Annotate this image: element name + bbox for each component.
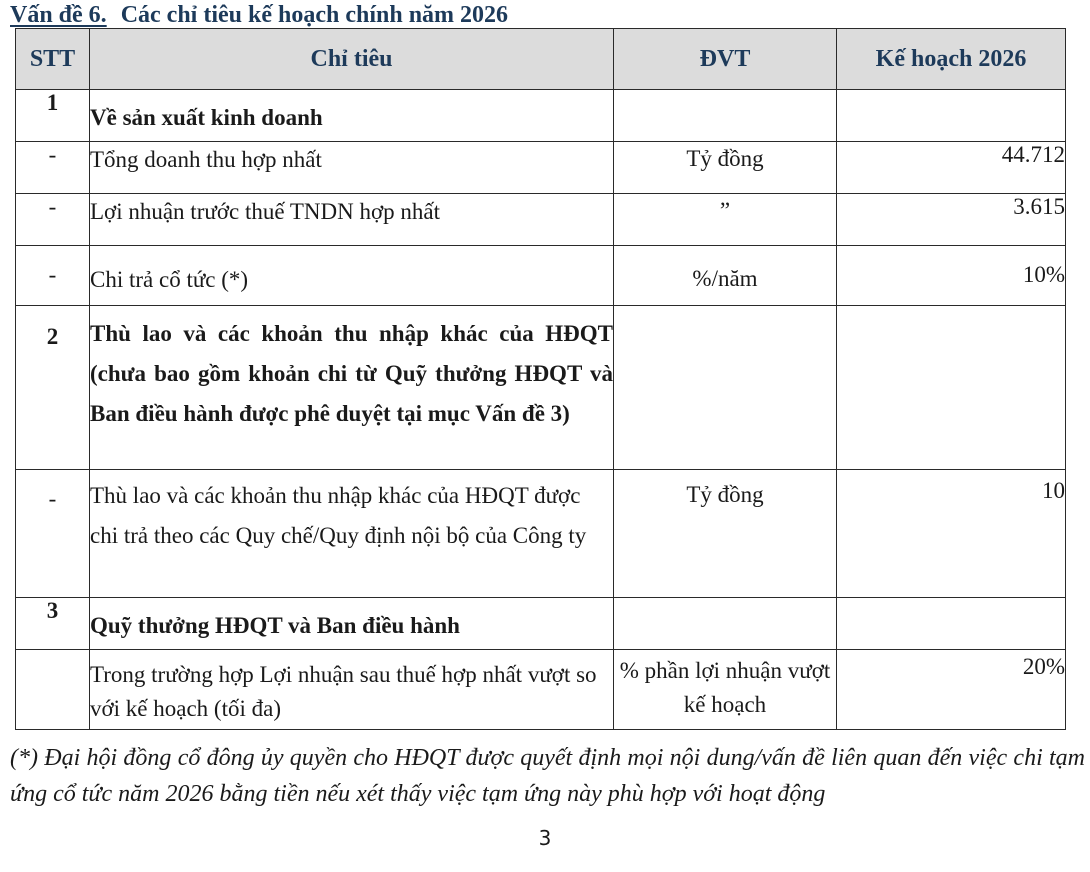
cell-value	[837, 598, 1066, 650]
table-row-section	[16, 598, 1066, 650]
cell-name: Thù lao và các khoản thu nhập khác của HĐQT (chưa bao gồm khoản chi từ Quỹ thưởng HĐQT và Ban điều hành được phê duyệt tại mục Vấn đề 3)	[90, 306, 614, 470]
cell-stt: -	[16, 470, 90, 598]
table-header-row	[16, 29, 1066, 90]
table-row	[16, 246, 1066, 306]
section-heading	[10, 2, 508, 29]
cell-stt: -	[16, 246, 90, 306]
cell-value: 10	[837, 470, 1066, 598]
cell-unit	[614, 598, 837, 650]
issue-label: Vấn đề 6.	[10, 2, 107, 28]
cell-name: Tổng doanh thu hợp nhất	[90, 142, 614, 194]
header-value: Kế hoạch 2026	[837, 29, 1066, 90]
cell-stt: -	[16, 142, 90, 194]
cell-name: Thù lao và các khoản thu nhập khác của HĐQT được chi trả theo các Quy chế/Quy định nội bộ của Công ty	[90, 470, 614, 598]
cell-value	[837, 90, 1066, 142]
header-stt: STT	[16, 29, 90, 90]
table-row-section	[16, 90, 1066, 142]
page-number: 3	[538, 826, 552, 850]
dividend-footnote: (*) Đại hội đồng cổ đông ủy quyền cho HĐQT được quyết định mọi nội dung/vấn đề liên quan đến việc chi tạm ứng cổ tức năm 2026 bằng tiền nếu xét thấy việc tạm ứng này phù hợp với hoạt động	[10, 745, 1085, 807]
table-row	[16, 470, 1066, 598]
table-row-section	[16, 306, 1066, 470]
cell-value: 20%	[837, 650, 1066, 730]
cell-unit	[614, 90, 837, 142]
plan-targets-table	[15, 28, 1066, 730]
cell-name: Chi trả cổ tức (*)	[90, 246, 614, 306]
cell-stt	[16, 650, 90, 730]
cell-name: Lợi nhuận trước thuế TNDN hợp nhất	[90, 194, 614, 246]
cell-stt: -	[16, 194, 90, 246]
heading-title: Các chỉ tiêu kế hoạch chính năm 2026	[120, 2, 509, 28]
table-row	[16, 142, 1066, 194]
cell-value	[837, 306, 1066, 470]
cell-stt: 2	[16, 306, 90, 470]
cell-unit: % phần lợi nhuận vượt kế hoạch	[614, 650, 837, 730]
cell-unit: ”	[614, 194, 837, 246]
cell-stt: 1	[16, 90, 90, 142]
cell-unit: %/năm	[614, 246, 837, 306]
cell-stt: 3	[16, 598, 90, 650]
header-unit: ĐVT	[614, 29, 837, 90]
table-row	[16, 194, 1066, 246]
cell-value: 44.712	[837, 142, 1066, 194]
cell-unit: Tỷ đồng	[614, 470, 837, 598]
cell-name: Về sản xuất kinh doanh	[90, 90, 614, 142]
cell-value: 3.615	[837, 194, 1066, 246]
cell-unit: Tỷ đồng	[614, 142, 837, 194]
cell-unit	[614, 306, 837, 470]
table-row	[16, 650, 1066, 730]
cell-name: Trong trường hợp Lợi nhuận sau thuế hợp nhất vượt so với kế hoạch (tối đa)	[90, 650, 614, 730]
cell-value: 10%	[837, 246, 1066, 306]
header-name: Chỉ tiêu	[90, 29, 614, 90]
cell-name: Quỹ thưởng HĐQT và Ban điều hành	[90, 598, 614, 650]
